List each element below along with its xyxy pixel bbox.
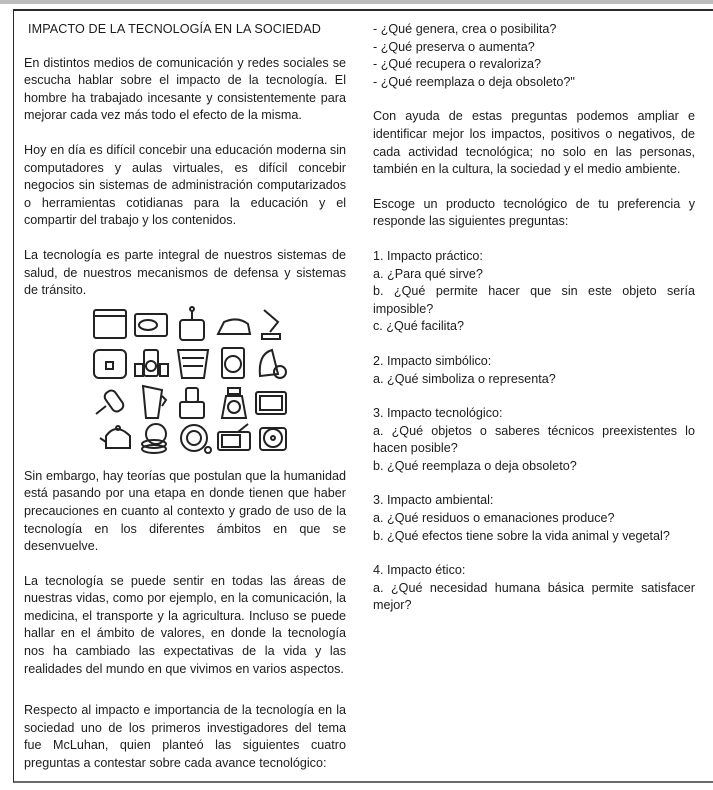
section-question: c. ¿Qué facilita? [373, 319, 464, 334]
kettle-icon [100, 426, 130, 448]
coffee-grinder-icon [180, 307, 204, 340]
section-heading: 3. Impacto ambiental: [373, 493, 494, 508]
section-question: a. ¿Para qué sirve? [373, 266, 483, 281]
mcluhan-question-list [373, 21, 695, 91]
desk-lamp-icon [262, 310, 280, 339]
section-practical-impact [373, 248, 695, 336]
paragraph-education: Hoy en día es difícil concebir una educación moderna sin computadores y aulas virtuales, es difícil concebir negocios sin sistemas de administración computarizados o herramientas cotidianas para la educación y el compartir del trabajo y los contenidos. [24, 142, 346, 228]
vacuum-cleaner-icon [260, 350, 286, 378]
iron-icon [218, 319, 250, 334]
section-question: b. ¿Qué reemplaza o deja obsoleto? [373, 458, 577, 473]
rice-cooker-icon [94, 350, 126, 378]
section-question: a. ¿Qué residuos o emanaciones produce? [373, 511, 615, 526]
section-environmental-impact [373, 492, 695, 545]
paragraph-mcluhan: Respecto al impacto e importancia de la tecnología en la sociedad uno de los primeros investigadores del tema fue McLuhan, quien planteó las siguientes cuatro preguntas a contestar sobre cada avance tecnológico: [24, 703, 346, 771]
microwave-icon [135, 314, 167, 336]
hand-mixer-icon [96, 388, 125, 413]
fan-icon [260, 428, 286, 450]
section-question: a. ¿Qué simboliza o representa? [373, 371, 556, 386]
appliance-illustration [88, 304, 288, 454]
section-question: b. ¿Qué efectos tiene sobre la vida animal y vegetal? [373, 528, 670, 543]
juicer-icon [180, 388, 204, 418]
paragraph-intro: En distintos medios de comunicación y redes sociales se escucha hablar sobre el impacto de la tecnología. El hombre ha trabajado incesante y consistentemente para mejorar cada vez más todo el efecto de la misma. [24, 55, 346, 123]
paragraph-precautions: Sin embargo, hay teorías que postulan que la humanidad está pasando por una etapa en donde tienen que haber precauciones en cuanto al contexto y grado de uso de la tecnología en los diferentes ámbitos en que se desenvuelve. [24, 468, 346, 554]
waste-basket-icon [178, 350, 208, 378]
mcluhan-question: - ¿Qué reemplaza o deja obsoleto?" [373, 74, 575, 89]
section-symbolic-impact [373, 353, 695, 388]
mcluhan-question: - ¿Qué recupera o revaloriza? [373, 57, 541, 72]
blender-icon [143, 386, 166, 418]
washing-machine-icon [222, 348, 244, 378]
cable-reel-icon [181, 425, 211, 453]
plates-icon [142, 424, 166, 453]
section-heading: 2. Impacto simbólico: [373, 353, 492, 368]
mcluhan-question: - ¿Qué genera, crea o posibilita? [373, 22, 557, 36]
section-technological-impact [373, 405, 695, 475]
section-ethical-impact [373, 562, 695, 615]
paragraph-instruction: Escoge un producto tecnológico de tu preferencia y responde las siguientes preguntas: [373, 196, 695, 229]
paragraph-areas: La tecnología se puede sentir en todas las áreas de nuestras vidas, como por ejemplo, en la comunicación, la medicina, el transporte y la agricultura. Incluso se puede hallar en el ámbito de valores, en donde la tecnología nos ha cambiado las expectativas de la vida y las realidades del mundo en que vivimos en varios aspectos. [24, 573, 346, 676]
left-column [24, 21, 346, 790]
top-scan-band [0, 0, 713, 4]
section-heading: 1. Impacto práctico: [373, 248, 483, 263]
radio-microwave-icon [218, 424, 250, 450]
paragraph-systems: La tecnología es parte integral de nuestros sistemas de salud, de nuestros mecanismos de defensa y sistemas de tránsito. [24, 247, 346, 298]
mcluhan-question: - ¿Qué preserva o aumenta? [373, 39, 535, 54]
section-heading: 3. Impacto tecnológico: [373, 406, 503, 421]
paragraph-help: Con ayuda de estas preguntas podemos ampliar e identificar mejor los impactos, positivos o negativos, de cada actividad tecnológica; no solo en las personas, también en la cultura, la sociedad y el medio ambiente. [373, 109, 695, 177]
document-title: IMPACTO DE LA TECNOLOGÍA EN LA SOCIEDAD [28, 22, 321, 36]
appliance-icons-grid [88, 304, 288, 454]
section-question: a. ¿Qué objetos o saberes técnicos preexistentes lo hacen posible? [373, 423, 695, 456]
kitchen-scale-icon [222, 388, 246, 418]
right-column [373, 21, 695, 632]
section-question: a. ¿Qué necesidad humana básica permite satisfacer mejor? [373, 580, 695, 613]
tv-icon [256, 392, 286, 414]
section-question: b. ¿Qué permite hacer que sin este objeto sería imposible? [373, 284, 695, 316]
speakers-icon [135, 350, 168, 376]
section-heading: 4. Impacto ético: [373, 563, 466, 578]
oven-icon [94, 310, 126, 338]
